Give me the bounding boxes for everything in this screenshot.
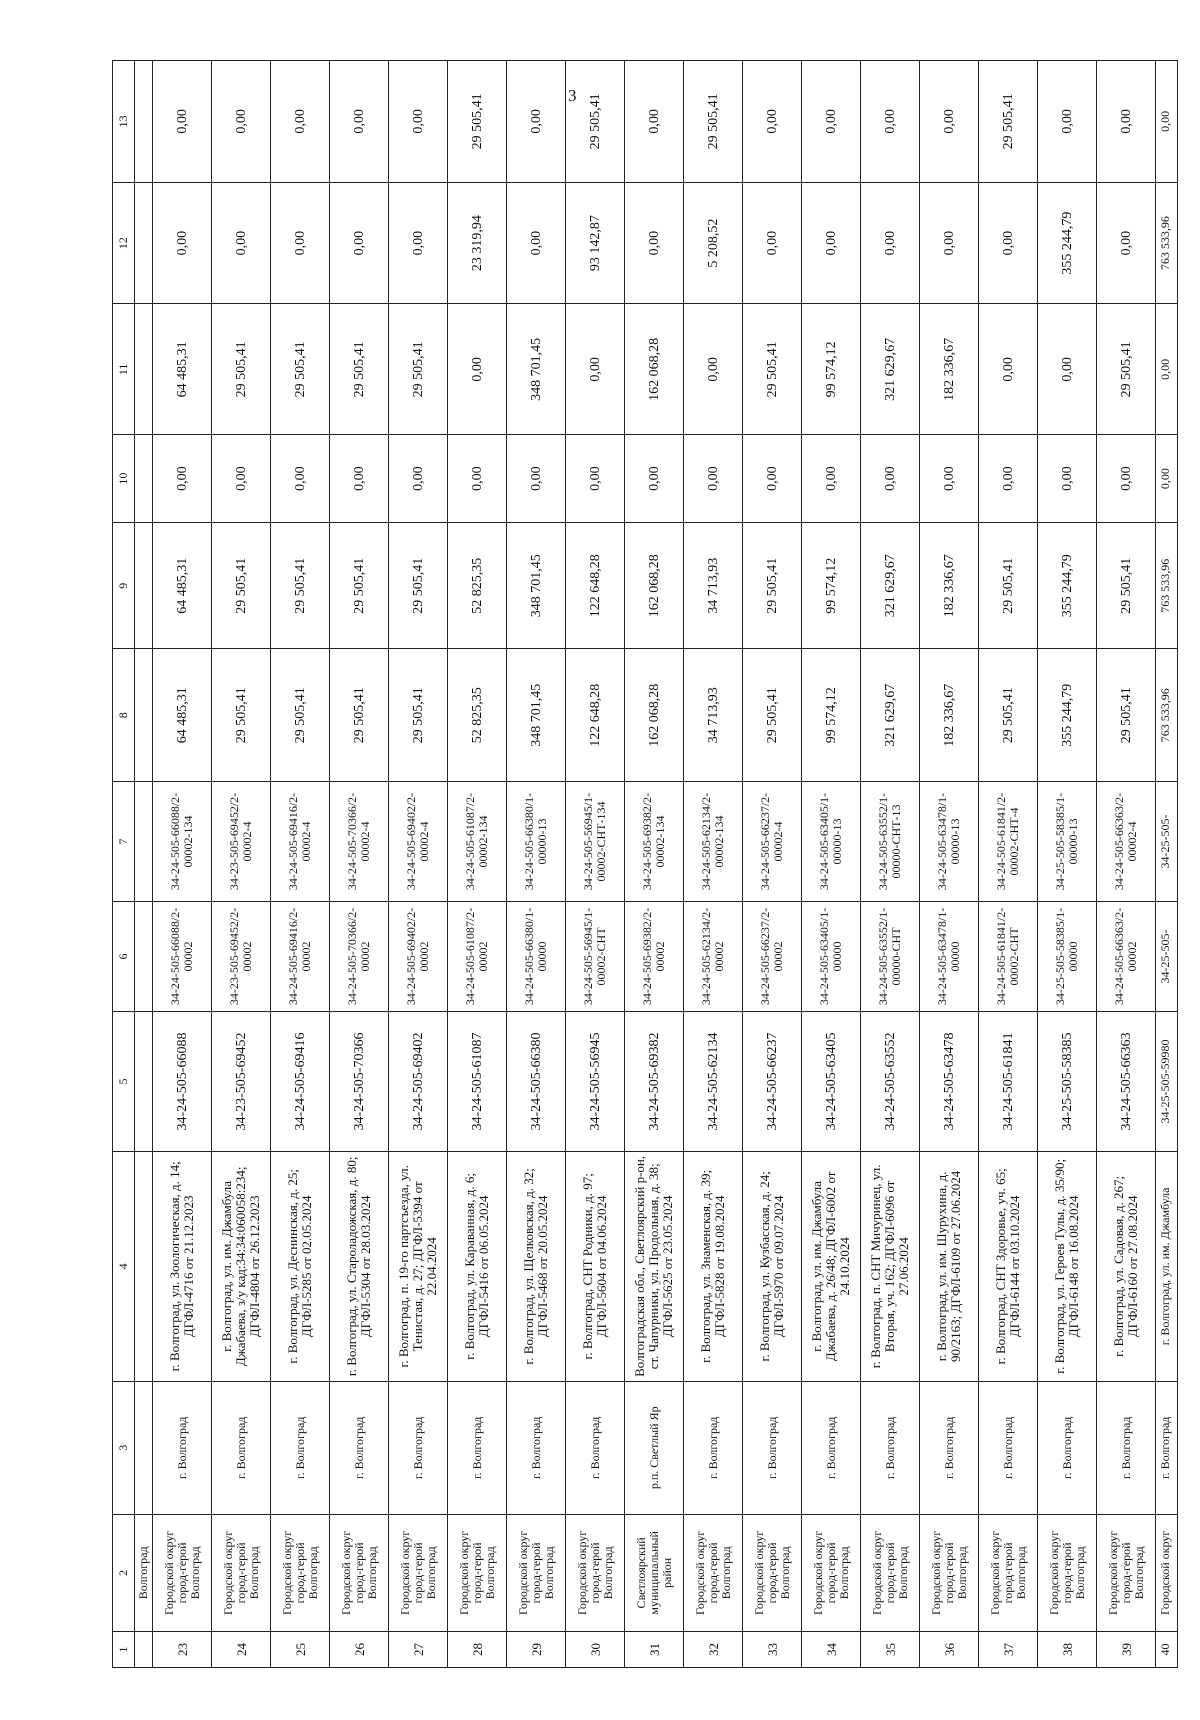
- table-cell-c12: 0,00: [507, 182, 566, 304]
- table-cell: [135, 435, 153, 523]
- table-cell-c9: 34 713,93: [684, 523, 743, 649]
- table-cell: [135, 1012, 153, 1152]
- table-cell-c11: 321 629,67: [861, 304, 920, 435]
- table-cell-c5: 34-24-505-69416: [271, 1012, 330, 1152]
- table-cell-c1: 32: [684, 1631, 743, 1667]
- table-cell-c7: 34-24-505-56945/1-00002-СНТ-134: [566, 782, 625, 901]
- table-cell-c2: Городской округ город-герой Волгоград: [153, 1514, 212, 1631]
- table-cell-c10: 0,00: [684, 435, 743, 523]
- table-cell-c3: г. Волгоград: [330, 1381, 389, 1514]
- table-cell-c2: Городской округ город-герой Волгоград: [1097, 1514, 1156, 1631]
- table-cell-c12: 0,00: [389, 182, 448, 304]
- table-cell-c10: 0,00: [448, 435, 507, 523]
- table-cell-c8: 182 336,67: [920, 649, 979, 782]
- table-cell-c9: 29 505,41: [330, 523, 389, 649]
- table-cell-c5: 34-24-505-69402: [389, 1012, 448, 1152]
- table-cell-c10: 0,00: [861, 435, 920, 523]
- table-cell-c8: 29 505,41: [389, 649, 448, 782]
- table-cell-c4: г. Волгоград, ул. Караванная, д. 6; ДГФЛ-5416 от 06.05.2024: [448, 1151, 507, 1381]
- col-header: 3: [113, 1381, 135, 1514]
- col-header: 8: [113, 649, 135, 782]
- table-cell: [135, 901, 153, 1011]
- table-cell-c2: Городской округ город-герой Волгоград: [507, 1514, 566, 1631]
- table-cell-c12: 0,00: [861, 182, 920, 304]
- table-cell-c6: 34-24-505-63405/1-00000: [802, 901, 861, 1011]
- table-cell-c5: 34-24-505-63552: [861, 1012, 920, 1152]
- table-cell-c1: 24: [212, 1631, 271, 1667]
- table-cell-c5: 34-24-505-70366: [330, 1012, 389, 1152]
- table-cell-c7: 34-24-505-61087/2-00002-134: [448, 782, 507, 901]
- table-cell-c10: 0,00: [1097, 435, 1156, 523]
- table-cell-c10: 0,00: [743, 435, 802, 523]
- table-cell-c9: 99 574,12: [802, 523, 861, 649]
- table-cell-c13: 0,00: [802, 61, 861, 183]
- table-cell-c7: 34-24-505-62134/2-00002-134: [684, 782, 743, 901]
- table-row: [1097, 61, 1156, 1668]
- table-cell-c13: 0,00: [153, 61, 212, 183]
- table-cell-c13: 29 505,41: [979, 61, 1038, 183]
- table-cell-c10: 0,00: [802, 435, 861, 523]
- table-cell-c1: 39: [1097, 1631, 1156, 1667]
- table-cell-c2: Городской округ город-герой Волгоград: [743, 1514, 802, 1631]
- table-cell-c4: г. Волгоград, ул. им. Джамбула: [1156, 1151, 1178, 1381]
- col-header: 9: [113, 523, 135, 649]
- table-cell-c7: 34-24-505-66380/1-00000-13: [507, 782, 566, 901]
- table-cell-c13: 0,00: [330, 61, 389, 183]
- table-cell-c1: 28: [448, 1631, 507, 1667]
- table-cell-c3: г. Волгоград: [743, 1381, 802, 1514]
- table-cell-c4: г. Волгоград, п. 19-го партсъезда, ул. Тенистая, д. 27; ДГФЛ-5394 от 22.04.2024: [389, 1151, 448, 1381]
- table-cell-c4: г. Волгоград, ул. Героев Тулы, д. 35/90; ДГФЛ-6148 от 16.08.2024: [1038, 1151, 1097, 1381]
- table-cell-c8: 355 244,79: [1038, 649, 1097, 782]
- table-cell-c2: Городской округ город-герой Волгоград: [684, 1514, 743, 1631]
- table-cell-c5: 34-24-505-61087: [448, 1012, 507, 1152]
- table-cell-c7: 34-24-505-63552/1-00000-СНТ-13: [861, 782, 920, 901]
- table-cell-c4: г. Волгоград, ул. Щелковская, д. 32; ДГФЛ-5468 от 20.05.2024: [507, 1151, 566, 1381]
- table-cell-c11: 348 701,45: [507, 304, 566, 435]
- table-cell-c4: г. Волгоград, ул. Зоологическая, д. 14; ДГФЛ-4716 от 21.12.2023: [153, 1151, 212, 1381]
- table-cell-c12: 0,00: [802, 182, 861, 304]
- table-cell-c3: г. Волгоград: [1156, 1381, 1178, 1514]
- table-cell-c3: р.п. Светлый Яр: [625, 1381, 684, 1514]
- table-cell-c6: 34-24-505-63478/1-00000: [920, 901, 979, 1011]
- table-cell-c5: 34-24-505-62134: [684, 1012, 743, 1152]
- table-cell-c10: 0,00: [212, 435, 271, 523]
- table-cell-c1: 37: [979, 1631, 1038, 1667]
- table-cell: [135, 1151, 153, 1381]
- table-cell-c7: 34-24-505-66237/2-00002-4: [743, 782, 802, 901]
- table-cell-c8: 29 505,41: [1097, 649, 1156, 782]
- table-cell-c9: 763 533,96: [1156, 523, 1178, 649]
- table-cell-c8: 52 825,35: [448, 649, 507, 782]
- table-cell-c1: 33: [743, 1631, 802, 1667]
- table-cell-c12: 355 244,79: [1038, 182, 1097, 304]
- table-cell-c11: 162 068,28: [625, 304, 684, 435]
- table-cell-c1: 29: [507, 1631, 566, 1667]
- table-cell-c7: 34-24-505-69382/2-00002-134: [625, 782, 684, 901]
- table-cell-c9: 355 244,79: [1038, 523, 1097, 649]
- table-cell-c1: 31: [625, 1631, 684, 1667]
- table-cell-c6: 34-24-505-69402/2-00002: [389, 901, 448, 1011]
- table-cell-c4: г. Волгоград, ул. им. Джамбула Джабаева, з/у кад:34:34:060058:234; ДГФЛ-4804 от 26.12.2023: [212, 1151, 271, 1381]
- table-cell-c11: 99 574,12: [802, 304, 861, 435]
- table-cell-c9: 122 648,28: [566, 523, 625, 649]
- table-row: [861, 61, 920, 1668]
- table-cell-c13: 0,00: [1156, 61, 1178, 183]
- table-cell-c8: 29 505,41: [743, 649, 802, 782]
- table-cell-c10: 0,00: [507, 435, 566, 523]
- table-cell-c1: 26: [330, 1631, 389, 1667]
- table-cell-c6: 34-24-505-63552/1-00000-СНТ: [861, 901, 920, 1011]
- table-cell-c9: 29 505,41: [271, 523, 330, 649]
- table-cell-c2: Городской округ город-герой Волгоград: [330, 1514, 389, 1631]
- col-header: 5: [113, 1012, 135, 1152]
- table-cell-c2: Городской округ город-герой Волгоград: [802, 1514, 861, 1631]
- table-cell-c10: 0,00: [1038, 435, 1097, 523]
- table-cell-c10: 0,00: [1156, 435, 1178, 523]
- table-cell-c7: 34-24-505-66088/2-00002-134: [153, 782, 212, 901]
- table-row: [330, 61, 389, 1668]
- table-cell-c12: 0,00: [743, 182, 802, 304]
- table-cell-c10: 0,00: [979, 435, 1038, 523]
- table-cell-c13: 0,00: [271, 61, 330, 183]
- table-cell: [135, 782, 153, 901]
- table-cell-c2: Светлоярский муниципальный район: [625, 1514, 684, 1631]
- table-cell-c7: 34-24-505-69416/2-00002-4: [271, 782, 330, 901]
- table-cell-c9: 52 825,35: [448, 523, 507, 649]
- table-row: [743, 61, 802, 1668]
- table-row: [389, 61, 448, 1668]
- table-cell-c5: 34-23-505-69452: [212, 1012, 271, 1152]
- table-cell-c8: 99 574,12: [802, 649, 861, 782]
- table-cell-c11: 0,00: [1038, 304, 1097, 435]
- table-cell-c13: 29 505,41: [566, 61, 625, 183]
- table-cell-c12: 0,00: [271, 182, 330, 304]
- table-cell-c5: 34-25-505-58385: [1038, 1012, 1097, 1152]
- table-cell-c6: 34-24-505-69382/2-00002: [625, 901, 684, 1011]
- table-cell-c8: 321 629,67: [861, 649, 920, 782]
- table-cell-c1: 30: [566, 1631, 625, 1667]
- table-cell-c1: 34: [802, 1631, 861, 1667]
- table-cell-c2: Городской округ город-герой Волгоград: [920, 1514, 979, 1631]
- table-row: [1156, 61, 1178, 1668]
- table-cell-c1: 23: [153, 1631, 212, 1667]
- table-cell-c6: 34-24-505-69416/2-00002: [271, 901, 330, 1011]
- table-cell-c9: 29 505,41: [1097, 523, 1156, 649]
- table-cell-c6: 34-24-505-56945/1-00002-СНТ: [566, 901, 625, 1011]
- table-cell-c8: 122 648,28: [566, 649, 625, 782]
- table-cell-c8: 29 505,41: [330, 649, 389, 782]
- table-cell-c5: 34-24-505-66237: [743, 1012, 802, 1152]
- table-cell-c12: 0,00: [212, 182, 271, 304]
- table-row: [212, 61, 271, 1668]
- table-cell-c10: 0,00: [566, 435, 625, 523]
- table-cell-c5: 34-24-505-63405: [802, 1012, 861, 1152]
- table-cell-c7: 34-24-505-66363/2-00002-4: [1097, 782, 1156, 901]
- table-cell-c9: 64 485,31: [153, 523, 212, 649]
- table-cell: [135, 182, 153, 304]
- table-cell-c9: 348 701,45: [507, 523, 566, 649]
- table-cell-c1: 27: [389, 1631, 448, 1667]
- table-cell-c2: Городской округ город-герой Волгоград: [566, 1514, 625, 1631]
- table-cell-c4: г. Волгоград, ул. им. Шурухина, д. 90/2163; ДГФЛ-6109 от 27.06.2024: [920, 1151, 979, 1381]
- table-cell-c9: 182 336,67: [920, 523, 979, 649]
- table-cell-c10: 0,00: [920, 435, 979, 523]
- table-cell-c11: 0,00: [566, 304, 625, 435]
- table-cell-c11: 29 505,41: [1097, 304, 1156, 435]
- table-cell: [135, 304, 153, 435]
- table-cell-c2: Городской округ город-герой Волгоград: [271, 1514, 330, 1631]
- col-header: 11: [113, 304, 135, 435]
- table-cell-c4: г. Волгоград, ул. Садовая, д. 267; ДГФЛ-6160 от 27.08.2024: [1097, 1151, 1156, 1381]
- table-cell-c2: Городской округ город-герой Волгоград: [212, 1514, 271, 1631]
- col-header: 4: [113, 1151, 135, 1381]
- table-cell-c8: 29 505,41: [212, 649, 271, 782]
- table-cell-c11: 0,00: [979, 304, 1038, 435]
- col-header: 13: [113, 61, 135, 183]
- table-cell-c5: 34-24-505-66088: [153, 1012, 212, 1152]
- table-cell-c11: 29 505,41: [330, 304, 389, 435]
- table-cell: [135, 1631, 153, 1667]
- col-header: 10: [113, 435, 135, 523]
- table-cell-c7: 34-24-505-61841/2-00002-СНТ-4: [979, 782, 1038, 901]
- col-header: 7: [113, 782, 135, 901]
- table-cell-c6: 34-24-505-62134/2-00002: [684, 901, 743, 1011]
- table-cell-c6: 34-24-505-66088/2-00002: [153, 901, 212, 1011]
- table-cell-c6: 34-25-505-58385/1-00000: [1038, 901, 1097, 1011]
- table-cell: [135, 649, 153, 782]
- table-cell-c12: 0,00: [920, 182, 979, 304]
- table-cell-c7: 34-24-505-63478/1-00000-13: [920, 782, 979, 901]
- table-cell-c7: 34-25-505-: [1156, 782, 1178, 901]
- table-cell-c13: 0,00: [507, 61, 566, 183]
- carry-over-row: [135, 61, 153, 1668]
- table-cell-c1: 38: [1038, 1631, 1097, 1667]
- table-cell-c10: 0,00: [389, 435, 448, 523]
- table-cell-c6: 34-24-505-66363/2-00002: [1097, 901, 1156, 1011]
- table-cell: Волгоград: [135, 1514, 153, 1631]
- table-cell-c5: 34-24-505-66380: [507, 1012, 566, 1152]
- table-cell-c6: 34-25-505-: [1156, 901, 1178, 1011]
- table-cell-c8: 64 485,31: [153, 649, 212, 782]
- table-cell-c4: Волгоградская обл., Светлоярский р-он, ст. Чапурники, ул. Продольная, д. 38; ДГФЛ-5625 от 23.05.2024: [625, 1151, 684, 1381]
- table-cell-c6: 34-24-505-61841/2-00002-СНТ: [979, 901, 1038, 1011]
- table-cell-c13: 0,00: [212, 61, 271, 183]
- col-header: 12: [113, 182, 135, 304]
- table-cell-c4: г. Волгоград, п. СНТ Мичуринец, ул. Вторая, уч. 162; ДГФЛ-6096 от 27.06.2024: [861, 1151, 920, 1381]
- table-cell-c8: 763 533,96: [1156, 649, 1178, 782]
- col-header: 1: [113, 1631, 135, 1667]
- table-cell-c12: 23 319,94: [448, 182, 507, 304]
- table-cell-c13: 29 505,41: [448, 61, 507, 183]
- table-cell-c11: 182 336,67: [920, 304, 979, 435]
- table-cell: [135, 1381, 153, 1514]
- table-cell-c9: 321 629,67: [861, 523, 920, 649]
- table-cell-c3: г. Волгоград: [271, 1381, 330, 1514]
- table-cell-c7: 34-24-505-70366/2-00002-4: [330, 782, 389, 901]
- table-cell-c3: г. Волгоград: [920, 1381, 979, 1514]
- table-row: [979, 61, 1038, 1668]
- table-cell-c13: 0,00: [1038, 61, 1097, 183]
- table-cell-c8: 29 505,41: [979, 649, 1038, 782]
- table-cell-c11: 29 505,41: [271, 304, 330, 435]
- table-cell-c1: 25: [271, 1631, 330, 1667]
- table-cell-c2: Городской округ город-герой Волгоград: [979, 1514, 1038, 1631]
- table-cell-c2: Городской округ город-герой Волгоград: [389, 1514, 448, 1631]
- table-cell-c7: 34-24-505-63405/1-00000-13: [802, 782, 861, 901]
- table-cell-c10: 0,00: [271, 435, 330, 523]
- table-cell-c1: 40: [1156, 1631, 1178, 1667]
- table-cell-c7: 34-24-505-69402/2-00002-4: [389, 782, 448, 901]
- table-row: [1038, 61, 1097, 1668]
- table-row: [802, 61, 861, 1668]
- table-cell-c4: г. Волгоград, ул. им. Джамбула Джабаева, д. 26/48; ДГФЛ-6002 от 24.10.2024: [802, 1151, 861, 1381]
- column-number-row: [113, 61, 135, 1668]
- table-cell-c12: 0,00: [1097, 182, 1156, 304]
- table-cell-c13: 0,00: [389, 61, 448, 183]
- table-cell-c13: 0,00: [1097, 61, 1156, 183]
- table-cell-c3: г. Волгоград: [979, 1381, 1038, 1514]
- table-cell-c11: 29 505,41: [389, 304, 448, 435]
- table-cell-c9: 29 505,41: [979, 523, 1038, 649]
- table-cell-c8: 29 505,41: [271, 649, 330, 782]
- table-cell-c9: 29 505,41: [743, 523, 802, 649]
- table-cell-c5: 34-25-505-59980: [1156, 1012, 1178, 1152]
- table-cell-c8: 34 713,93: [684, 649, 743, 782]
- table-row: [507, 61, 566, 1668]
- table-cell: [135, 523, 153, 649]
- table-cell-c12: 0,00: [153, 182, 212, 304]
- table-cell-c7: 34-25-505-58385/1-00000-13: [1038, 782, 1097, 901]
- table-cell-c12: 5 208,52: [684, 182, 743, 304]
- table-row: [271, 61, 330, 1668]
- table-cell-c1: 35: [861, 1631, 920, 1667]
- table-cell-c11: 0,00: [448, 304, 507, 435]
- col-header: 2: [113, 1514, 135, 1631]
- table-cell-c13: 0,00: [861, 61, 920, 183]
- table-row: [625, 61, 684, 1668]
- table-cell-c6: 34-24-505-66380/1-00000: [507, 901, 566, 1011]
- table-cell-c4: г. Волгоград, ул. Знаменская, д. 39; ДГФЛ-5828 от 19.08.2024: [684, 1151, 743, 1381]
- table-cell-c12: 0,00: [979, 182, 1038, 304]
- rotated-table-area: [112, 60, 1172, 1668]
- table-cell-c9: 162 068,28: [625, 523, 684, 649]
- table-row: [153, 61, 212, 1668]
- table-cell-c13: 0,00: [625, 61, 684, 183]
- table-cell-c3: г. Волгоград: [507, 1381, 566, 1514]
- rotated-table-wrapper: [112, 60, 1172, 1668]
- table-cell-c10: 0,00: [153, 435, 212, 523]
- table-cell-c12: 93 142,87: [566, 182, 625, 304]
- col-header: 6: [113, 901, 135, 1011]
- table-cell-c3: г. Волгоград: [802, 1381, 861, 1514]
- table-cell-c4: г. Волгоград, СНТ Здоровье, уч. 65; ДГФЛ-6144 от 03.10.2024: [979, 1151, 1038, 1381]
- table-cell-c4: г. Волгоград, СНТ Родники, д. 97; ДГФЛ-5604 от 04.06.2024: [566, 1151, 625, 1381]
- table-cell-c5: 34-24-505-61841: [979, 1012, 1038, 1152]
- table-cell-c4: г. Волгоград, ул. Деснинская, д. 25; ДГФЛ-5285 от 02.05.2024: [271, 1151, 330, 1381]
- table-cell-c2: Городской округ город-герой Волгоград: [1038, 1514, 1097, 1631]
- table-cell-c9: 29 505,41: [212, 523, 271, 649]
- table-cell-c1: 36: [920, 1631, 979, 1667]
- table-cell-c11: 64 485,31: [153, 304, 212, 435]
- table-row: [920, 61, 979, 1668]
- table-cell-c2: Городской округ: [1156, 1514, 1178, 1631]
- table-cell-c11: 29 505,41: [743, 304, 802, 435]
- table-cell-c12: 0,00: [625, 182, 684, 304]
- table-cell-c5: 34-24-505-63478: [920, 1012, 979, 1152]
- table-cell-c3: г. Волгоград: [566, 1381, 625, 1514]
- table-cell-c6: 34-23-505-69452/2-00002: [212, 901, 271, 1011]
- table-cell-c11: 0,00: [684, 304, 743, 435]
- table-row: [448, 61, 507, 1668]
- table-cell-c3: г. Волгоград: [212, 1381, 271, 1514]
- table-cell-c3: г. Волгоград: [684, 1381, 743, 1514]
- table-cell-c5: 34-24-505-69382: [625, 1012, 684, 1152]
- data-table: [112, 60, 1178, 1668]
- table-cell-c6: 34-24-505-66237/2-00002: [743, 901, 802, 1011]
- table-cell-c3: г. Волгоград: [1038, 1381, 1097, 1514]
- table-cell-c5: 34-24-505-56945: [566, 1012, 625, 1152]
- table-cell-c9: 29 505,41: [389, 523, 448, 649]
- table-cell-c11: 29 505,41: [212, 304, 271, 435]
- table-cell-c4: г. Волгоград, ул. Кузбасская, д. 24; ДГФЛ-5970 от 09.07.2024: [743, 1151, 802, 1381]
- table-cell-c13: 0,00: [743, 61, 802, 183]
- table-cell-c6: 34-24-505-70366/2-00002: [330, 901, 389, 1011]
- table-cell-c2: Городской округ город-герой Волгоград: [448, 1514, 507, 1631]
- table-cell-c3: г. Волгоград: [448, 1381, 507, 1514]
- table-cell-c8: 348 701,45: [507, 649, 566, 782]
- page-number: 3: [568, 86, 577, 105]
- table-cell-c3: г. Волгоград: [1097, 1381, 1156, 1514]
- table-cell-c10: 0,00: [625, 435, 684, 523]
- table-cell-c3: г. Волгоград: [153, 1381, 212, 1514]
- table-cell-c3: г. Волгоград: [389, 1381, 448, 1514]
- table-cell-c6: 34-24-505-61087/2-00002: [448, 901, 507, 1011]
- table-cell-c11: 0,00: [1156, 304, 1178, 435]
- table-cell-c3: г. Волгоград: [861, 1381, 920, 1514]
- table-cell-c5: 34-24-505-66363: [1097, 1012, 1156, 1152]
- table-cell: [135, 61, 153, 183]
- table-row: [684, 61, 743, 1668]
- table-cell-c7: 34-23-505-69452/2-00002-4: [212, 782, 271, 901]
- table-row: [566, 61, 625, 1668]
- table-cell-c13: 0,00: [920, 61, 979, 183]
- table-cell-c4: г. Волгоград, ул. Староладожская, д. 80; ДГФЛ-5304 от 28.03.2024: [330, 1151, 389, 1381]
- table-cell-c12: 763 533,96: [1156, 182, 1178, 304]
- table-cell-c10: 0,00: [330, 435, 389, 523]
- table-cell-c2: Городской округ город-герой Волгоград: [861, 1514, 920, 1631]
- table-cell-c13: 29 505,41: [684, 61, 743, 183]
- table-cell-c8: 162 068,28: [625, 649, 684, 782]
- table-cell-c12: 0,00: [330, 182, 389, 304]
